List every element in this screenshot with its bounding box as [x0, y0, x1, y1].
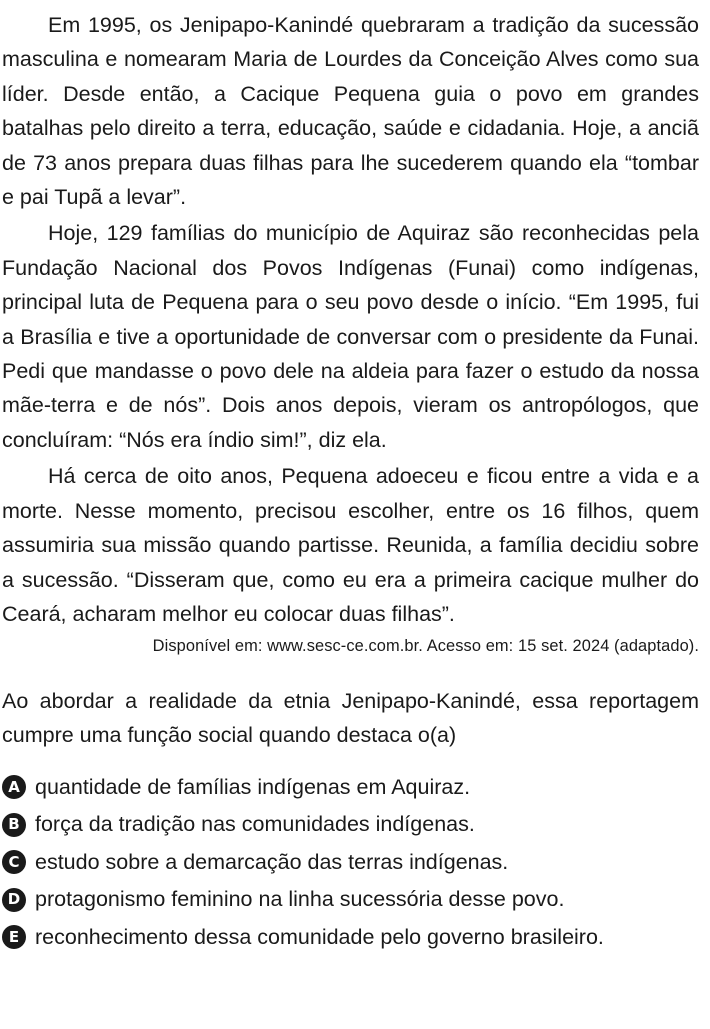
option-e-text: reconhecimento dessa comunidade pelo governo brasileiro.	[35, 924, 604, 949]
answer-options	[2, 768, 699, 956]
option-e-badge-icon: E	[2, 925, 26, 949]
option-d-text: protagonismo feminino na linha sucessória desse povo.	[35, 887, 565, 912]
option-c-text: estudo sobre a demarcação das terras indígenas.	[35, 849, 509, 874]
article-paragraph-1: Em 1995, os Jenipapo-Kanindé quebraram a tradição da sucessão masculina e nomearam Maria de Lourdes da Conceição Alves como sua líder. Desde então, a Cacique Pequena guia o povo em grandes batalhas pelo direito a terra, educação, saúde e cidadania. Hoje, a anciã de 73 anos prepara duas filhas para lhe sucederem quando ela “tombar e pai Tupã a levar”.	[2, 13, 699, 210]
article-paragraph-3: Há cerca de oito anos, Pequena adoeceu e ficou entre a vida e a morte. Nesse momento, precisou escolher, entre os 16 filhos, quem assumiria sua missão quando partisse. Reunida, a família decidiu sobre a sucessão. “Disseram que, como eu era a primeira cacique mulher do Ceará, acharam melhor eu colocar duas filhas”.	[2, 464, 699, 626]
option-d[interactable]	[2, 881, 699, 919]
option-a-badge-icon: A	[2, 775, 26, 799]
option-d-badge-icon: D	[2, 888, 26, 912]
article-text	[2, 8, 699, 658]
question-stem: Ao abordar a realidade da etnia Jenipapo-Kanindé, essa reportagem cumpre uma função social quando destaca o(a)	[2, 689, 699, 748]
option-b-badge-icon: B	[2, 813, 26, 837]
option-a[interactable]	[2, 768, 699, 806]
question-page	[2, 8, 699, 956]
article-paragraph-2: Hoje, 129 famílias do município de Aquiraz são reconhecidas pela Fundação Nacional dos Povos Indígenas (Funai) como indígenas, principal luta de Pequena para o seu povo desde o início. “Em 1995, fui a Brasília e tive a oportunidade de conversar com o presidente da Funai. Pedi que mandasse o povo dele na aldeia para fazer o estudo da nossa mãe-terra e de nós”. Dois anos depois, vieram os antropólogos, que concluíram: “Nós era índio sim!”, diz ela.	[2, 221, 699, 452]
option-c-badge-icon: C	[2, 850, 26, 874]
option-c[interactable]	[2, 843, 699, 881]
option-b-text: força da tradição nas comunidades indígenas.	[35, 812, 475, 837]
option-e[interactable]	[2, 918, 699, 956]
source-citation: Disponível em: www.sesc-ce.com.br. Acesso em: 15 set. 2024 (adaptado).	[152, 637, 699, 656]
option-b[interactable]	[2, 806, 699, 844]
option-a-text: quantidade de famílias indígenas em Aquiraz.	[35, 774, 471, 799]
